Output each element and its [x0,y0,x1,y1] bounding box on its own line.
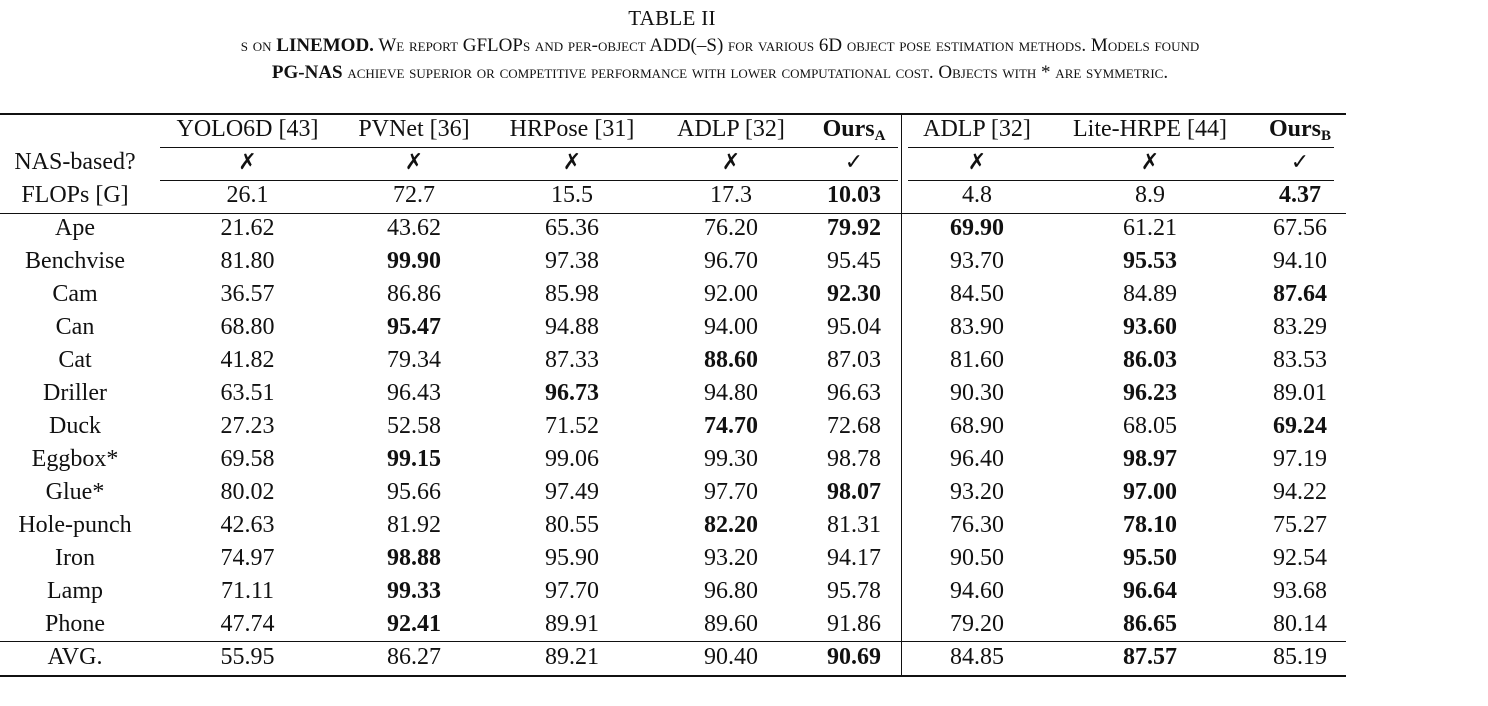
caption-line-2 [0,62,1480,84]
column-header-label: ADLP [32] [923,116,1031,142]
row-label: Iron [55,545,95,571]
table-cell: 88.60 [704,347,758,373]
table-cell: 96.73 [545,380,599,406]
table-cell: 97.38 [545,248,599,274]
table-cell: 86.65 [1123,611,1177,637]
table-cell: 98.88 [387,545,441,571]
row-label: Cam [52,281,98,307]
table-cell: 74.70 [704,413,758,439]
row-label: AVG. [47,644,103,670]
table-cell: 99.06 [545,446,599,472]
table-cell: 94.10 [1273,248,1327,274]
table-cell: 96.23 [1123,380,1177,406]
table-cell: 80.14 [1273,611,1327,637]
table-cell: 99.30 [704,446,758,472]
table-cell: 93.20 [950,479,1004,505]
table-cell: 95.47 [387,314,441,340]
table-cell: 87.33 [545,347,599,373]
cross-mark: ✗ [1140,150,1160,175]
row-label: Can [55,314,95,340]
table-cell: 81.92 [387,512,441,538]
table-cell: 81.60 [950,347,1004,373]
table-cell: 94.60 [950,578,1004,604]
table-cell: 78.10 [1123,512,1177,538]
column-header-label: Ours [822,116,875,142]
cross-mark: ✗ [404,150,424,175]
table-cell: 67.56 [1273,215,1327,241]
table-cell: 87.57 [1123,644,1177,670]
table-cell: 63.51 [220,380,275,406]
table-cell: 96.64 [1123,578,1177,604]
header-rule [908,147,1334,148]
table-cell: 99.15 [387,446,441,472]
table-cell: 85.98 [545,281,599,307]
table-cell: 94.88 [545,314,599,340]
table-cell: 81.31 [827,512,881,538]
row-label: Driller [43,380,107,406]
table-cell: 81.80 [220,248,275,274]
table-cell: 8.9 [1135,182,1165,208]
table-cell: 27.23 [220,413,275,439]
table-cell: 72.7 [393,182,435,208]
table-cell: 15.5 [551,182,593,208]
group-separator [901,113,902,675]
table-cell: 97.70 [704,479,758,505]
table-cell: 95.66 [387,479,441,505]
column-header-label: HRPose [31] [509,116,635,142]
table-cell: 84.50 [950,281,1004,307]
table-cell: 96.80 [704,578,758,604]
table-cell: 80.02 [220,479,275,505]
column-header-subscript: B [1321,128,1332,144]
table-cell: 83.90 [950,314,1004,340]
column-header [160,113,335,146]
table-cell: 71.11 [220,578,275,604]
table-cell: 97.19 [1273,446,1327,472]
table-rule [0,641,1346,642]
cross-mark: ✗ [238,150,257,175]
table-cell: 90.50 [950,545,1004,571]
table-cell: 99.90 [387,248,441,274]
table-cell: 95.78 [827,578,881,604]
table-cell: 68.05 [1123,413,1177,439]
table-cell: 47.74 [220,611,275,637]
cross-mark: ✗ [967,150,987,175]
table-cell: 94.00 [704,314,758,340]
caption-method: PG-NAS [271,62,343,83]
table-cell: 92.54 [1273,545,1327,571]
table-cell: 95.04 [827,314,881,340]
table-cell: 89.91 [545,611,599,637]
table-cell: 72.68 [827,413,881,439]
column-header [810,113,898,146]
table-cell: 69.24 [1273,413,1327,439]
table-cell: 93.20 [704,545,758,571]
column-header [908,113,1046,146]
table-cell: 26.1 [226,182,269,208]
table-cell: 97.49 [545,479,599,505]
column-header [340,113,488,146]
table-cell: 92.41 [387,611,441,637]
row-label: Cat [58,347,92,373]
table-cell: 76.30 [950,512,1004,538]
caption-text-2: achieve superior or competitive performance with lower computational cost. Objects with * are symmetric. [342,62,1169,83]
caption-text-1: We report GFLOPs and per-object ADD(–S) for various 6D object pose estimation methods. Models found [373,35,1200,56]
table-cell: 79.20 [950,611,1004,637]
table-cell: 93.68 [1273,578,1327,604]
table-cell: 86.03 [1123,347,1177,373]
table-cell: 98.07 [827,479,881,505]
row-label: Hole-punch [18,512,132,538]
table-cell: 90.40 [704,644,758,670]
table-cell: 69.90 [950,215,1004,241]
table-cell: 17.3 [710,182,752,208]
table-cell: 61.21 [1123,215,1177,241]
column-header [1256,113,1344,146]
table-title: TABLE II [628,6,716,30]
table-cell: 80.55 [545,512,599,538]
table-cell: 4.8 [962,182,992,208]
table-cell: 96.40 [950,446,1004,472]
table-cell: 94.22 [1273,479,1327,505]
table-cell: 68.90 [950,413,1004,439]
table-cell: 87.64 [1273,281,1327,307]
table-cell: 83.53 [1273,347,1327,373]
table-cell: 92.00 [704,281,758,307]
column-header [492,113,652,146]
table-cell: 89.60 [704,611,758,637]
table-rule [0,213,1346,214]
check-mark: ✓ [844,150,864,175]
table-cell: 4.37 [1279,182,1321,208]
table-cell: 93.70 [950,248,1004,274]
table-cell: 68.80 [220,314,275,340]
check-mark: ✓ [1290,150,1310,175]
table-cell: 95.90 [545,545,599,571]
table-cell: 96.43 [387,380,441,406]
table-cell: 90.30 [950,380,1004,406]
table-cell: 95.53 [1123,248,1177,274]
header-rule [160,180,898,181]
column-header-subscript: A [874,128,886,144]
table-cell: 86.27 [387,644,441,670]
table-rule [0,675,1346,677]
table-cell: 90.69 [827,644,881,670]
table-cell: 95.50 [1123,545,1177,571]
table-cell: 41.82 [220,347,275,373]
table-cell: 79.34 [387,347,441,373]
table-cell: 93.60 [1123,314,1177,340]
header-rule [908,180,1334,181]
header-rule [160,147,898,148]
row-label: Ape [55,215,95,241]
table-cell: 21.62 [220,215,275,241]
table-cell: 97.00 [1123,479,1177,505]
column-header-label: YOLO6D [43] [176,116,319,142]
row-label: Glue* [45,479,105,505]
table-cell: 42.63 [220,512,275,538]
table-cell: 65.36 [545,215,599,241]
caption-dataset: LINEMOD. [276,35,374,56]
table-cell: 75.27 [1273,512,1327,538]
table-cell: 55.95 [220,644,275,670]
table-cell: 97.70 [545,578,599,604]
table-cell: 82.20 [704,512,758,538]
column-header [1052,113,1248,146]
caption-prefix: s on [240,35,277,56]
table-cell: 10.03 [827,182,881,208]
row-label: FLOPs [G] [21,182,129,208]
table-cell: 84.85 [950,644,1004,670]
table-cell: 85.19 [1273,644,1327,670]
column-header [660,113,802,146]
table-cell: 96.70 [704,248,758,274]
row-label: NAS-based? [14,149,136,175]
table-cell: 86.86 [387,281,441,307]
table-cell: 89.21 [545,644,599,670]
table-cell: 91.86 [827,611,881,637]
row-label: Duck [49,413,101,439]
table-cell: 79.92 [827,215,881,241]
column-header-label: PVNet [36] [358,116,470,142]
table-cell: 95.45 [827,248,881,274]
table-cell: 94.80 [704,380,758,406]
table-cell: 94.17 [827,545,881,571]
table-cell: 52.58 [387,413,441,439]
cross-mark: ✗ [562,150,582,175]
table-cell: 71.52 [545,413,599,439]
table-rule [0,113,1346,115]
column-header-label: Ours [1268,116,1321,142]
table-cell: 92.30 [827,281,881,307]
table-cell: 74.97 [220,545,275,571]
row-label: Lamp [47,578,103,604]
table-cell: 87.03 [827,347,881,373]
row-label: Eggbox* [31,446,119,472]
table-cell: 36.57 [220,281,275,307]
table-cell: 98.78 [827,446,881,472]
cross-mark: ✗ [721,150,741,175]
row-label: Phone [45,611,105,637]
table-cell: 76.20 [704,215,758,241]
table-cell: 84.89 [1123,281,1177,307]
table-cell: 43.62 [387,215,441,241]
table-cell: 89.01 [1273,380,1327,406]
column-header-label: Lite-HRPE [44] [1073,116,1227,142]
caption-line-1 [0,35,1480,57]
table-cell: 99.33 [387,578,441,604]
row-label: Benchvise [25,248,125,274]
column-header-label: ADLP [32] [677,116,785,142]
table-cell: 96.63 [827,380,881,406]
table-cell: 98.97 [1123,446,1177,472]
table-cell: 83.29 [1273,314,1327,340]
table-cell: 69.58 [220,446,275,472]
